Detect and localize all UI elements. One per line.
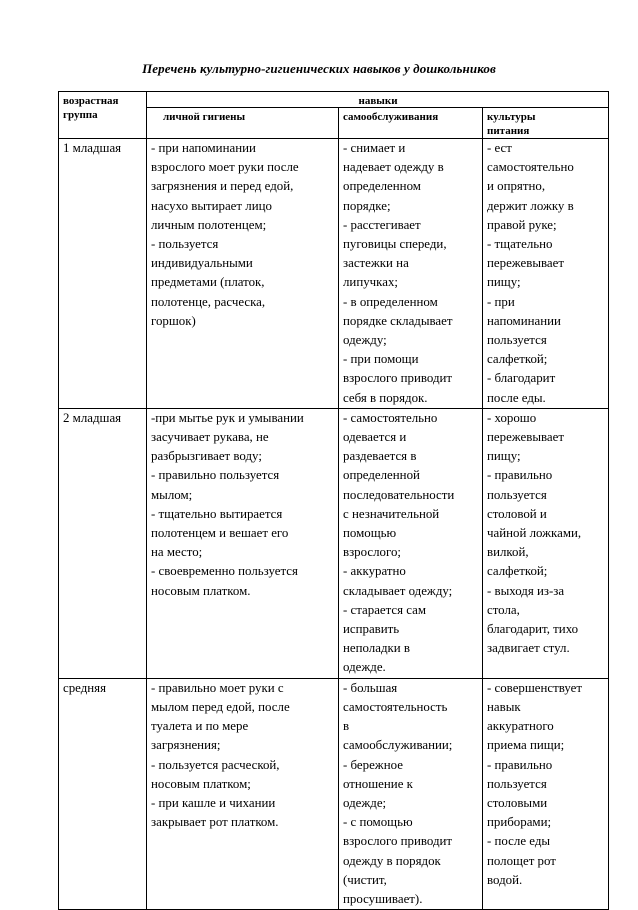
skill-line: - правильно пользуется	[151, 468, 280, 483]
age-group-cell: 1 младшая	[59, 139, 147, 409]
table-body	[59, 139, 609, 910]
skill-line: одежду;	[343, 333, 387, 348]
skill-line: - пользуется расческой,	[151, 757, 280, 772]
skill-line: салфеткой;	[487, 352, 548, 367]
skill-line: самостоятельно	[487, 160, 574, 175]
skill-line: полотенце, расческа,	[151, 294, 266, 309]
skill-line: - благодарит	[487, 371, 556, 386]
skill-line: пищу;	[487, 449, 521, 464]
skill-line: взрослого приводит	[343, 371, 453, 386]
skill-line: одевается и	[343, 430, 407, 445]
skills-cell-personal-hygiene	[147, 678, 339, 909]
skill-line: - аккуратно	[343, 564, 406, 579]
skill-line: - снимает и	[343, 141, 406, 155]
header-column-self-service	[339, 108, 483, 139]
skill-line: благодарит, тихо	[487, 622, 579, 637]
skill-line: просушивает).	[343, 891, 423, 906]
header-age-group-line: возрастная	[63, 95, 119, 107]
skill-line: пользуется	[487, 776, 547, 791]
skill-line: (чистит,	[343, 872, 387, 887]
skill-line: столовой и	[487, 506, 547, 521]
skill-line: приборами;	[487, 815, 552, 830]
skill-line: раздевается в	[343, 449, 417, 464]
skill-line: и опрятно,	[487, 179, 546, 194]
skill-line: пищу;	[487, 275, 521, 290]
skills-table	[58, 91, 609, 910]
skill-line: - тщательно вытирается	[151, 506, 283, 521]
skill-line: мылом перед едой, после	[151, 699, 290, 714]
skill-line: - правильно	[487, 757, 553, 772]
skill-line: отношение к	[343, 776, 413, 791]
skill-line: - при	[487, 294, 515, 309]
skill-line: засучивает рукава, не	[151, 430, 269, 445]
skill-line: предметами (платок,	[151, 275, 265, 290]
skill-line: загрязнения и перед едой,	[151, 179, 294, 194]
skill-line: одежде;	[343, 795, 387, 810]
header-age-group-line: группа	[63, 109, 98, 121]
skill-line: загрязнения;	[151, 738, 221, 753]
skills-cell-eating-culture	[483, 678, 609, 909]
skills-cell-self-service	[339, 408, 483, 678]
skill-line: пережевывает	[487, 430, 564, 445]
header-column-line: личной гигиены	[163, 111, 246, 123]
header-column-personal-hygiene	[147, 108, 339, 139]
skills-cell-eating-culture	[483, 408, 609, 678]
header-age-group	[59, 92, 147, 139]
skill-line: - правильно моет руки с	[151, 680, 284, 695]
table-row	[59, 408, 609, 678]
skill-line: - с помощью	[343, 815, 413, 830]
skill-line: задвигает стул.	[487, 641, 570, 656]
skill-line: на место;	[151, 545, 203, 560]
skill-line: самообслуживании;	[343, 738, 453, 753]
skill-line: - тщательно	[487, 237, 553, 252]
skill-line: помощью	[343, 526, 397, 541]
header-column-line: самообслуживания	[343, 111, 439, 123]
skill-line: одежду в порядок	[343, 853, 441, 868]
skill-line: неполадки в	[343, 641, 410, 656]
skill-line: индивидуальными	[151, 256, 253, 271]
skill-line: надевает одежду в	[343, 160, 444, 175]
skill-line: - при напоминании	[151, 141, 256, 155]
header-column-line: питания	[487, 125, 530, 137]
skill-line: - своевременно пользуется	[151, 564, 298, 579]
skill-line: - самостоятельно	[343, 410, 438, 425]
skill-line: горшок)	[151, 313, 196, 328]
skill-line: напоминании	[487, 313, 561, 328]
table-row	[59, 678, 609, 909]
skills-cell-self-service	[339, 678, 483, 909]
skill-line: пережевывает	[487, 256, 564, 271]
skill-line: носовым платком.	[151, 583, 251, 598]
skill-line: порядке складывает	[343, 313, 453, 328]
skill-line: личным полотенцем;	[151, 217, 267, 232]
table-row	[59, 139, 609, 409]
skill-line: пользуется	[487, 487, 547, 502]
skill-line: держит ложку в	[487, 198, 574, 213]
header-row-top	[59, 92, 609, 108]
skill-line: вилкой,	[487, 545, 529, 560]
skill-line: чайной ложками,	[487, 526, 582, 541]
skill-line: -при мытье рук и умывании	[151, 410, 304, 425]
skill-line: складывает одежду;	[343, 583, 453, 598]
skill-line: - после еды	[487, 834, 551, 849]
skill-line: разбрызгивает воду;	[151, 449, 262, 464]
skill-line: пользуется	[487, 333, 547, 348]
skill-line: приема пищи;	[487, 738, 565, 753]
skill-line: - бережное	[343, 757, 403, 772]
skills-cell-personal-hygiene	[147, 408, 339, 678]
skill-line: - совершенствует	[487, 680, 583, 695]
skill-line: салфеткой;	[487, 564, 548, 579]
skill-line: в	[343, 719, 350, 734]
header-column-eating-culture	[483, 108, 609, 139]
skill-line: навык	[487, 699, 521, 714]
skill-line: одежде.	[343, 660, 386, 675]
skill-line: пуговицы спереди,	[343, 237, 447, 252]
age-group-cell: 2 младшая	[59, 408, 147, 678]
skills-cell-personal-hygiene	[147, 139, 339, 409]
skill-line: - в определенном	[343, 294, 438, 309]
skills-cell-self-service	[339, 139, 483, 409]
skill-line: определенном	[343, 179, 421, 194]
skill-line: туалета и по мере	[151, 719, 249, 734]
header-column-line: культуры	[487, 111, 536, 123]
skill-line: взрослого;	[343, 545, 401, 560]
skill-line: с незначительной	[343, 506, 440, 521]
skill-line: - старается сам	[343, 602, 427, 617]
skill-line: правой руке;	[487, 217, 557, 232]
skill-line: - большая	[343, 680, 398, 695]
skill-line: - выходя из-за	[487, 583, 565, 598]
skill-line: - расстегивает	[343, 217, 421, 232]
skill-line: - при помощи	[343, 352, 419, 367]
page-title: Перечень культурно-гигиенических навыков у дошкольников	[142, 61, 496, 76]
age-group-cell: средняя	[59, 678, 147, 909]
skill-line: - пользуется	[151, 237, 219, 252]
skill-line: насухо вытирает лицо	[151, 198, 272, 213]
skill-line: столовыми	[487, 795, 548, 810]
skill-line: себя в порядок.	[343, 390, 428, 405]
skill-line: стола,	[487, 602, 520, 617]
skill-line: - ест	[487, 141, 512, 155]
skill-line: - правильно	[487, 468, 553, 483]
skill-line: самостоятельность	[343, 699, 448, 714]
skill-line: липучках;	[343, 275, 398, 290]
skill-line: последовательности	[343, 487, 455, 502]
skill-line: аккуратного	[487, 719, 554, 734]
skill-line: взрослого приводит	[343, 834, 453, 849]
skill-line: исправить	[343, 622, 400, 637]
skill-line: полотенцем и вешает его	[151, 526, 289, 541]
skill-line: порядке;	[343, 198, 391, 213]
skill-line: мылом;	[151, 487, 193, 502]
skill-line: полощет рот	[487, 853, 556, 868]
header-skills: навыки	[147, 92, 609, 108]
skill-line: - при кашле и чихании	[151, 795, 276, 810]
skills-cell-eating-culture	[483, 139, 609, 409]
skill-line: определенной	[343, 468, 420, 483]
skill-line: после еды.	[487, 390, 546, 405]
skill-line: водой.	[487, 872, 523, 887]
skill-line: носовым платком;	[151, 776, 251, 791]
skill-line: закрывает рот платком.	[151, 815, 279, 830]
skill-line: застежки на	[343, 256, 409, 271]
skill-line: взрослого моет руки после	[151, 160, 299, 175]
skill-line: - хорошо	[487, 410, 537, 425]
